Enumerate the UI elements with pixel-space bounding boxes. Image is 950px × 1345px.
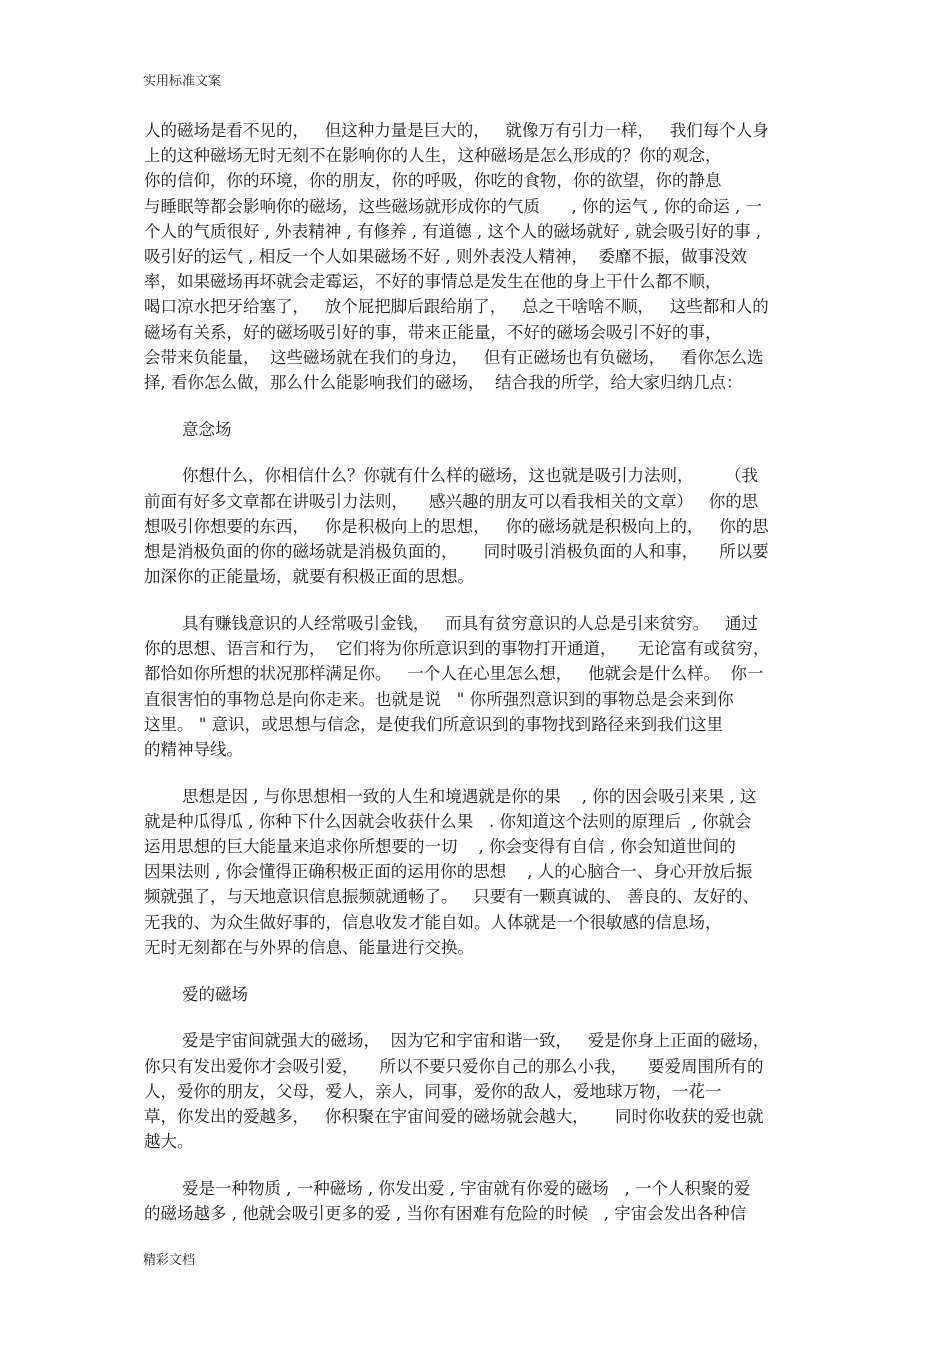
text-line: 想吸引你想要的东西， 你是积极向上的思想， 你的磁场就是积极向上的， 你的思 [144,516,769,536]
paragraph-gap [144,762,812,784]
paragraph-gap [144,589,812,611]
text-line: 择, 看你怎么做，那么什么能影响我们的磁场， 结合我的所学，给大家归纳几点： [144,372,743,392]
text-line: 爱是宇宙间就强大的磁场， 因为它和宇宙和谐一致， 爱是你身上正面的磁场， [182,1031,770,1051]
text-line: 无时无刻都在与外界的信息、能量进行交换。 [144,937,474,957]
text-line: 无我的、为众生做好事的，信息收发才能自如。人体就是一个很敏感的信息场， [144,912,722,932]
section-heading [144,982,812,1007]
text-line: 频就强了，与天地意识信息振频就通畅了。 只要有一颗真诚的、 善良的、友好的、 [144,887,759,907]
text-line: 你的思想、语言和行为， 它们将为你所意识到的事物打开通道， 无论富有或贫穷， [144,639,770,659]
text-line: 人的磁场是看不见的， 但这种力量是巨大的， 就像万有引力一样， 我们每个人身 [144,121,769,140]
text-line: 率，如果磁场再坏就会走霉运，不好的事情总是发生在他的身上干什么都不顺， [144,272,722,292]
text-line: 运用思想的巨大能量来追求你所想要的一切 , 你会变得有自信 , 你会知道世间的 [144,837,736,857]
text-line: 你想什么，你相信什么？你就有什么样的磁场，这也就是吸引力法则， （我 [182,466,758,486]
paragraph-gap [144,1154,812,1176]
text-line: 的精神导线。 [144,739,243,759]
text-line: 因果法则 , 你会懂得正确积极正面的运用你的思想 , 人的心脑合一、身心开放后振 [144,862,753,882]
section-heading [144,417,812,442]
paragraph-gap [144,960,812,982]
paragraph [144,1028,812,1154]
text-line: 越大。 [144,1132,194,1152]
text-line: 就是种瓜得瓜 , 你种下什么因就会收获什么果 . 你知道这个法则的原理后 , 你就会 [144,811,752,831]
paragraph [144,118,812,395]
text-line: 会带来负能量， 这些磁场就在我们的身边， 但有正磁场也有负磁场， 看你怎么选 [144,347,764,367]
paragraph [144,1176,812,1226]
text-line: 意念场 [182,419,232,439]
text-line: 前面有好多文章都在讲吸引力法则， 感兴趣的朋友可以看我相关的文章） 你的思 [144,491,759,511]
text-line: 磁场有关系，好的磁场吸引好的事，带来正能量，不好的磁场会吸引不好的事， [144,322,722,342]
paragraph [144,463,812,589]
text-line: 具有赚钱意识的人经常吸引金钱， 而具有贫穷意识的人总是引来贫穷。 通过 [182,613,758,633]
text-line: 人，爱你的朋友，父母，爱人，亲人，同事，爱你的敌人，爱地球万物，一花一 [144,1081,722,1101]
text-line: 吸引好的运气 , 相反一个人如果磁场不好 , 则外表没人精神， 委靡不振，做事没效 [144,246,747,266]
page-footer: 精彩文档 [143,1253,196,1268]
text-line: 爱是一种物质 , 一种磁场 , 你发出爱 , 宇宙就有你爱的磁场 , 一个人积聚的爱 [182,1178,751,1198]
page-header: 实用标准文案 [143,74,222,89]
text-line: 爱的磁场 [182,984,248,1004]
text-line: 你只有发出爱你才会吸引爱， 所以不要只爱你自己的那么小我， 要爱周围所有的 [144,1056,764,1076]
paragraph-gap [144,442,812,464]
text-line: 喝口凉水把牙给塞了， 放个屁把脚后跟给崩了， 总之干啥啥不顺， 这些都和人的 [144,297,769,317]
text-line: 上的这种磁场无时无刻不在影响你的人生，这种磁场是怎么形成的？你的观念， [144,146,722,166]
text-line: 与睡眠等都会影响你的磁场，这些磁场就形成你的气质 , 你的运气 , 你的命运 , 一 [144,196,762,216]
text-line: 个人的气质很好 , 外表精神 , 有修养 , 有道德 , 这个人的磁场就好 , 就会吸引好的事 , [144,221,762,241]
text-line: 都恰如你所想的状况那样满足你。 一个人在心里怎么想， 他就会是什么样。 你一 [144,664,764,684]
text-line: 草，你发出的爱越多， 你积聚在宇宙间爱的磁场就会越大， 同时你收获的爱也就 [144,1106,764,1126]
paragraph-gap [144,395,812,417]
document-body [144,118,812,1226]
text-line: 加深你的正能量场，就要有积极正面的思想。 [144,567,474,587]
text-line: 思想是因 , 与你思想相一致的人生和境遇就是你的果 , 你的因会吸引来果 , 这 [182,786,757,806]
paragraph-gap [144,1007,812,1029]
paragraph [144,611,812,762]
text-line: 直很害怕的事物总是向你走来。也就是说 " 你所强烈意识到的事物总是会来到你 [144,689,734,709]
paragraph [144,784,812,960]
text-line: 你的信仰，你的环境，你的朋友，你的呼吸，你吃的食物，你的欲望，你的静息 [144,171,722,191]
text-line: 想是消极负面的你的磁场就是消极负面的， 同时吸引消极负面的人和事， 所以要 [144,542,769,561]
text-line: 这里。 " 意识，或思想与信念，是使我们所意识到的事物找到路径来到我们这里 [144,714,724,734]
text-line: 的磁场越多 , 他就会吸引更多的爱 , 当你有困难有危险的时候 , 宇宙会发出各种信 [144,1204,747,1224]
